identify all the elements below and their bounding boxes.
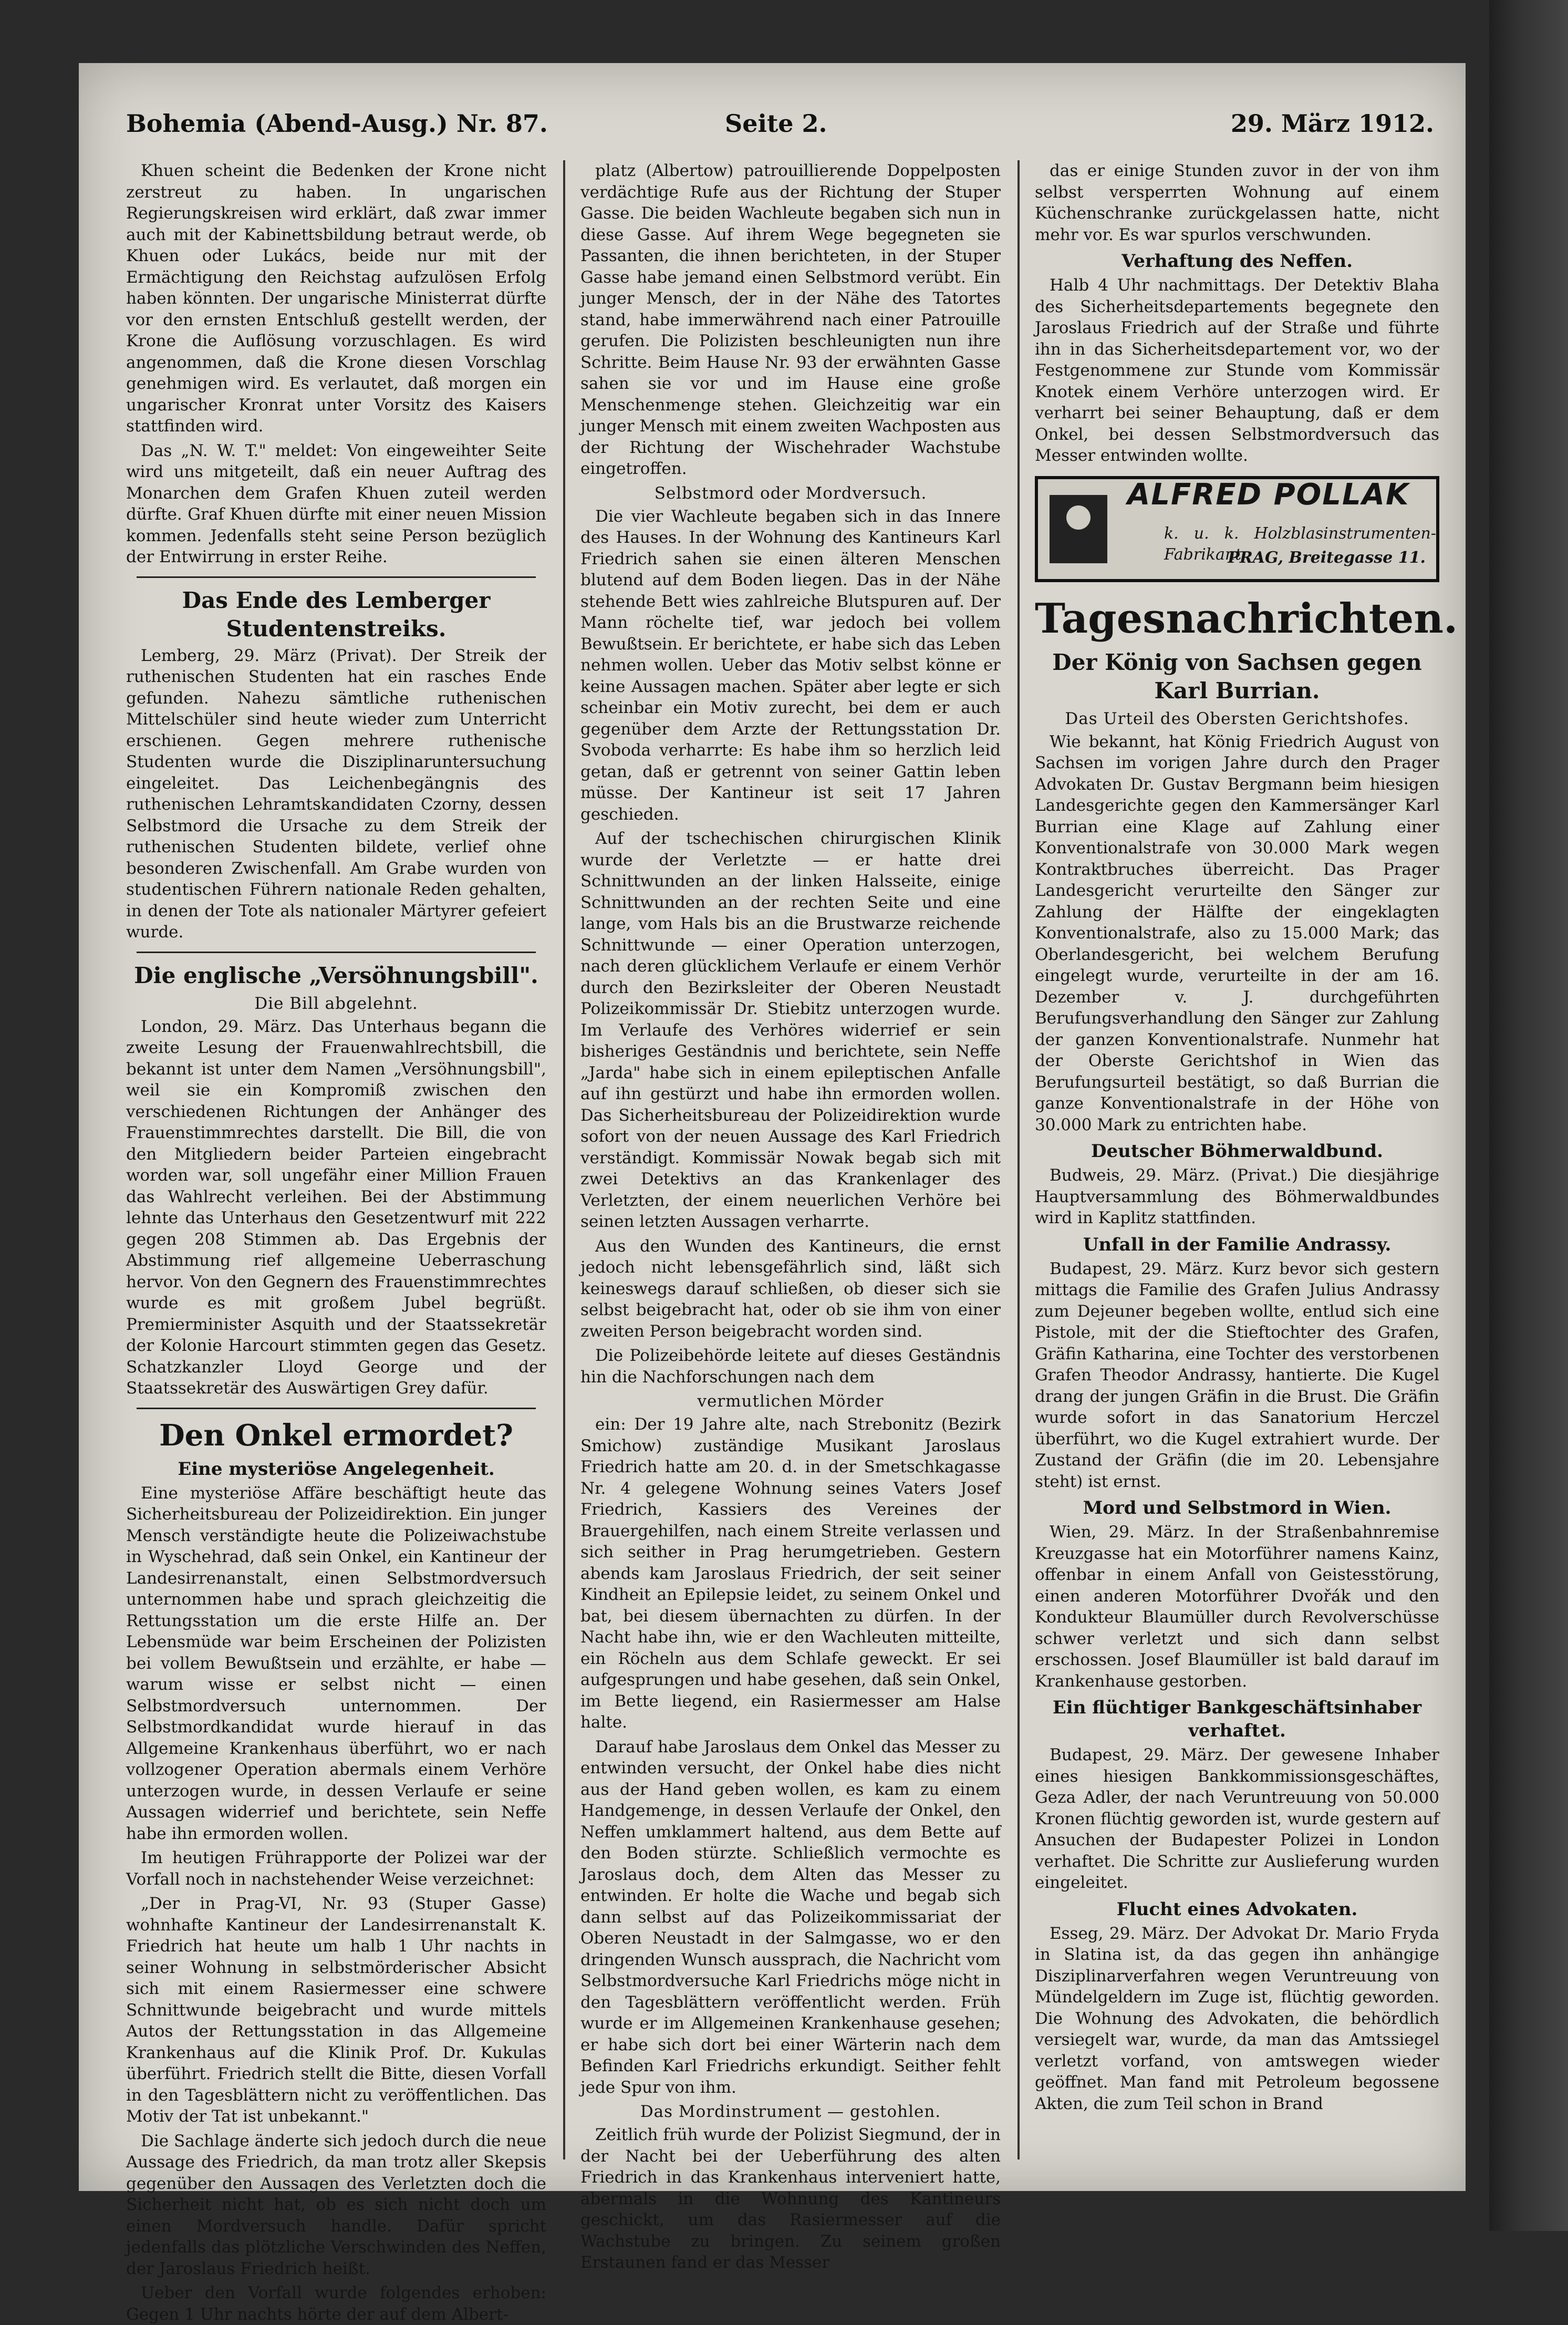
column-2 [580, 160, 1001, 2272]
article-paragraph: Die Sachlage änderte sich jedoch durch die neue Aussage des Friedrich, da man trotz aller Skepsis gegenüber den Aussagen des Verletzten doch die Sicherheit nicht hat, ob es sich nicht doch um einen Mordversuch handle. Dafür spricht jedenfalls das plötzliche Verschwinden des Neffen, der Jaroslaus Friedrich heißt. [126, 2131, 546, 2278]
subheadline-burrian: Das Urteil des Obersten Gerichtshofes. [1065, 709, 1409, 728]
column-1 [126, 160, 546, 2324]
article-paragraph: Wien, 29. März. In der Straßenbahnremise Kreuzgasse hat ein Motorführer namens Kainz, offenbar in einem Anfall von Geistesstörung, einen anderen Motorführer Dvořák und den Kondukteur Blaumüller durch Revolverschüsse schwer verletzt und sich dann selbst erschossen. Josef Blaumüller ist bald darauf im Krankenhause gestorben. [1035, 1523, 1439, 1691]
headline-burrian: Der König von Sachsen gegen Karl Burrian. [1052, 649, 1422, 704]
article-paragraph: ein: Der 19 Jahre alte, nach Strebonitz (Bezirk Smichow) zuständige Musikant Jaroslaus Friedrich hatte am 20. d. in der Smetschkagasse Nr. 4 gelegene Wohnung seines Vaters Josef Friedrich, Kassiers des Vereines der Brauergehilfen, nach einem Streite verlassen und sich seither in Prag herumgetrieben. Gestern abends kam Jaroslaus Friedrich, der seit seiner Kindheit an Epilepsie leidet, zu seinem Onkel und bat, bei diesem übernachten zu dürfen. In der Nacht habe ihn, wie er den Wachleuten mitteilte, ein Röcheln aus dem Schlafe geweckt. Er sei aufgesprungen und habe gesehen, daß sein Onkel, im Bette liegend, ein Rasiermesser am Halse halte. [580, 1415, 1001, 1732]
issue-date: 29. März 1912. [1230, 109, 1434, 138]
section-heading: Verhaftung des Neffen. [1121, 251, 1353, 272]
article-paragraph: „Der in Prag-VI, Nr. 93 (Stuper Gasse) wohnhafte Kantineur der Landesirrenanstalt K. Friedrich hat heute um halb 1 Uhr nachts in seiner Wohnung in selbstmörderischer Absicht sich mit einem Rasiermesser eine schwere Schnittwunde beigebracht und wurde mittels Autos der Rettungsstation in das Allgemeine Krankenhaus auf die Klinik Prof. Dr. Kukulas überführt. Friedrich stellt die Bitte, diesen Vorfall in den Tagesblättern nicht zu veröffentlichen. Das Motiv der Tat ist unbekannt." [126, 1894, 546, 2126]
newspaper-page [79, 63, 1466, 2324]
article-paragraph: platz (Albertow) patrouillierende Doppelposten verdächtige Rufe aus der Richtung der Stuper Gasse. Die beiden Wachleute begaben sich nun in diese Gasse. Auf ihrem Wege begegneten sie Passanten, die ihnen berichteten, in der Stuper Gasse habe jemand einen Selbstmord verübt. Ein junger Mensch, der in der Nähe des Tatortes stand, habe immerwährend nach einer Patrouille gerufen. Die Polizisten beschleunigten nun ihre Schritte. Beim Hause Nr. 93 der erwähnten Gasse sahen sie vor und im Hause eine große Menschenmenge stehen. Gleichzeitig war ein junger Mensch mit einem zweiten Wachposten aus der Richtung der Wischehrader Wachstube eingetroffen. [580, 161, 1001, 478]
article-paragraph: Aus den Wunden des Kantineurs, die ernst jedoch nicht lebensgefährlich sind, läßt sich keineswegs darauf schließen, ob dieser sich sie selbst beigebracht hat, oder ob sie ihm von einer zweiten Person beigebracht worden sind. [580, 1236, 1001, 1341]
page-edge [1489, 0, 1568, 2231]
section-title: Tagesnachrichten. [1035, 594, 1458, 643]
subheadline-bill: Die Bill abgelehnt. [254, 994, 418, 1013]
article-paragraph: Budapest, 29. März. Der gewesene Inhaber eines hiesigen Bankkommissionsgeschäftes, Geza Adler, der nach Veruntreuung von 50.000 Kronen flüchtig geworden ist, wurde gestern auf Ansuchen der Budapester Polizei in London verhaftet. Die Schritte zur Auslieferung wurden eingeleitet. [1035, 1745, 1439, 1892]
ad-address: PRAG, Breitegasse 11. [1228, 548, 1426, 567]
masthead [126, 109, 1434, 157]
divider [137, 952, 536, 953]
article-paragraph: Die Polizeibehörde leitete auf dieses Geständnis hin die Nachforschungen nach dem [580, 1346, 1001, 1387]
article-paragraph: Esseg, 29. März. Der Advokat Dr. Mario Fryda in Slatina ist, da das gegen ihn anhängige Disziplinarverfahren wegen Veruntreuung von Mündelgeldern im Zuge ist, flüchtig geworden. Die Wohnung des Advokaten, die behördlich versiegelt war, wurde, da man das Amtssiegel verletzt vorfand, von amtswegen wieder geöffnet. Man fand mit Petroleum begossene Akten, die zum Teil schon in Brand [1035, 1924, 1439, 2113]
article-paragraph: Die vier Wachleute begaben sich in das Innere des Hauses. In der Wohnung des Kantineurs Karl Friedrich sahen sie einen älteren Menschen blutend auf dem Boden liegen. Das in der Nähe stehende Bett wies zahlreiche Blutspuren auf. Der Mann röchelte tief, war jedoch bei vollem Bewußtsein. Er berichtete, er habe sich das Leben nehmen wollen. Ueber das Motiv selbst könne er keine Aussagen machen. Später aber legte er sich scheinbar ein Motiv zurecht, bei dem er auch gegenüber dem Arzte der Rettungsstation Dr. Svoboda verharrte: Es habe ihm so herzlich leid getan, daß er getrennt von seiner Gattin leben müsse. Der Kantineur ist seit 17 Jahren geschieden. [580, 507, 1001, 824]
article-paragraph: Budweis, 29. März. (Privat.) Die diesjährige Hauptversammlung des Böhmerwaldbundes wird in Kaplitz stattfinden. [1035, 1166, 1439, 1227]
article-paragraph: Zeitlich früh wurde der Polizist Siegmund, der in der Nacht bei der Ueberführung des alten Friedrich in das Krankenhaus interveniert hatte, abermals in die Wohnung des Kantineurs geschickt, um das Rasiermesser auf die Wachstube zu bringen. Zu seinem großen Erstaunen fand er das Messer [580, 2125, 1001, 2272]
article-paragraph: Khuen scheint die Bedenken der Krone nicht zerstreut zu haben. In ungarischen Regierungskreisen wird erklärt, daß zwar immer auch mit der Kabinettsbildung betraut werde, ob Khuen oder Lukács, beide nur mit der Ermächtigung den Reichstag aufzulösen Erfolg haben könnten. Der ungarische Ministerrat dürfte vor den ernsten Entschluß gestellt werden, der Krone die Auflösung vorzuschlagen. Es wird angenommen, daß die Krone diesen Vorschlag genehmigen wird. Es verlautet, daß morgen ein ungarischer Kronrat unter Vorsitz des Kaisers stattfinden wird. [126, 161, 546, 436]
article-paragraph: Lemberg, 29. März (Privat). Der Streik der ruthenischen Studenten hat ein rasches Ende gefunden. Nahezu sämtliche ruthenischen Mittelschüler sind heute wieder zum Unterricht erschienen. Gegen mehrere ruthenische Studenten wurde die Disziplinaruntersuchung eingeleitet. Das Leichenbegängnis des ruthenischen Lehramtskandidaten Czorny, dessen Selbstmord die Ursache zu dem Streik der ruthenischen Studenten bildete, verlief ohne besonderen Zwischenfall. Am Grabe wurden von studentischen Führern nationale Reden gehalten, in denen der Tote als nationaler Märtyrer gefeiert wurde. [126, 646, 546, 942]
section-heading: Selbstmord oder Mordversuch. [654, 483, 927, 503]
headline-uncle: Den Onkel ermordet? [159, 1418, 513, 1453]
section-heading: Unfall in der Familie Andrassy. [1083, 1234, 1392, 1255]
masthead-title: Bohemia (Abend-Ausg.) Nr. 87. [126, 109, 548, 138]
article-paragraph: Ueber den Vorfall wurde folgendes erhoben: Gegen 1 Uhr nachts hörte der auf dem Albert- [126, 2283, 546, 2324]
section-heading: Deutscher Böhmerwaldbund. [1091, 1141, 1383, 1162]
section-heading: Das Mordinstrument — gestohlen. [640, 2102, 941, 2121]
article-paragraph: London, 29. März. Das Unterhaus begann die zweite Lesung der Frauenwahlrechtsbill, die bekannt ist unter dem Namen „Versöhnungsbill", weil sie ein Kompromiß zwischen den verschiedenen Richtungen der Anhänger des Frauenstimmrechtes darstellt. Die Bill, die von den Mitgliedern beider Parteien eingebracht worden war, soll ungefähr einer Million Frauen das Wahlrecht verleihen. Bei der Abstimmung lehnte das Unterhaus den Gesetzentwurf mit 222 gegen 208 Stimmen ab. Das Ergebnis der Abstimmung rief allgemeine Ueberraschung hervor. Von den Gegnern des Frauenstimmrechtes wurde es mit großem Jubel begrüßt. Premierminister Asquith und der Staatssekretär der Kolonie Harcourt stimmten gegen das Gesetz. Schatzkanzler Lloyd George und der Staatssekretär des Auswärtigen Grey dafür. [126, 1017, 546, 1398]
article-paragraph: das er einige Stunden zuvor in der von ihm selbst versperrten Wohnung auf einem Küchenschranke zurückgelassen hatte, nicht mehr vor. Es war spurlos verschwunden. [1035, 161, 1439, 244]
headline-bill: Die englische „Versöhnungsbill". [134, 962, 538, 988]
section-heading: vermutlichen Mörder [697, 1392, 884, 1411]
column-rule [1017, 160, 1020, 2159]
article-paragraph: Halb 4 Uhr nachmittags. Der Detektiv Blaha des Sicherheitsdepartements begegnete den Jaroslaus Friedrich auf der Straße und führte ihn in das Sicherheitsdepartement vor, wo der Festgenommene zur Stunde vom Kommissär Knotek einem Verhöre unterzogen wird. Er verharrt bei seiner Behauptung, daß er dem Onkel, bei dessen Selbstmordversuch das Messer entwinden wollte. [1035, 276, 1439, 465]
divider [137, 1408, 536, 1409]
article-paragraph: Eine mysteriöse Affäre beschäftigt heute das Sicherheitsbureau der Polizeidirektion. Ein junger Mensch verständigte heute die Polizeiwachstube in Wyschehrad, daß sein Onkel, ein Kantineur der Landesirrenanstalt, einen Selbstmordversuch unternommen habe und sprach gleichzeitig die Rettungsstation um die erste Hilfe an. Der Lebensmüde war beim Erscheinen der Polizisten bei vollem Bewußtsein und erzählte, er habe — warum wisse er selbst nicht — einen Selbstmordversuch unternommen. Der Selbstmordkandidat wurde hierauf in das Allgemeine Krankenhaus überführt, wo er nach vollzogener Operation abermals einem Verhöre unterzogen wurde, in dessen Verlaufe er seine Aussagen widerrief und berichtete, sein Neffe habe ihn ermorden wollen. [126, 1483, 546, 1843]
column-rule [563, 160, 565, 2159]
article-paragraph: Budapest, 29. März. Kurz bevor sich gestern mittags die Familie des Grafen Julius Andrassy zum Dejeuner begeben wollte, entlud sich eine Pistole, mit der die Stieftochter des Grafen, Gräfin Katharina, eine Tochter des verstorbenen Grafen Theodor Andrassy, hantierte. Die Kugel drang der jungen Gräfin in die Brust. Die Gräfin wurde sofort in das Sanatorium Herczel überführt, wo die Kugel extrahiert wurde. Der Zustand der Gräfin (die im 20. Lebensjahre steht) ist ernst. [1035, 1259, 1439, 1491]
page-number: Seite 2. [725, 109, 827, 138]
column-3 [1035, 160, 1458, 2149]
subheadline-uncle: Eine mysteriöse Angelegenheit. [178, 1458, 495, 1480]
ad-line: k. u. k. Holzblasinstrumenten-Fabrikant [1164, 524, 1436, 564]
section-heading: Ein flüchtiger Bankgeschäftsinhaber verhaftet. [1052, 1697, 1422, 1741]
advertisement [1035, 476, 1439, 582]
section-heading: Mord und Selbstmord in Wien. [1083, 1497, 1392, 1518]
article-paragraph: Das „N. W. T." meldet: Von eingeweihter Seite wird uns mitgeteilt, daß ein neuer Auftrag des Monarchen dem Grafen Khuen zuteil werden dürfte. Graf Khuen dürfte mit einer neuen Mission kommen. Jedenfalls steht seine Person bezüglich der Entwirrung in erster Reihe. [126, 441, 546, 566]
article-paragraph: Auf der tschechischen chirurgischen Klinik wurde der Verletzte — er hatte drei Schnittwunden an der linken Halsseite, einige Schnittwunden an der rechten Seite und eine lange, vom Hals bis an die Brustwarze reichende Schnittwunde — einer Operation unterzogen, nach deren glücklichem Verlaufe er einem Verhör durch den Bezirksleiter der Oberen Neustadt Polizeikommissär Dr. Stiebitz unterzogen wurde. Im Verlaufe des Verhöres widerrief er sein bisheriges Geständnis und berichtete, sein Neffe „Jarda" habe sich in einem epileptischen Anfalle auf ihn gestürzt und habe ihn ermorden wollen. Das Sicherheitsbureau der Polizeidirektion wurde sofort von der neuen Aussage des Karl Friedrich verständigt. Kommissär Nowak begab sich mit zwei Detektivs an das Krankenlager des Verletzten, der einem neuerlichen Verhöre bei seinen letzten Aussagen verharrte. [580, 829, 1001, 1231]
article-paragraph: Im heutigen Frührapporte der Polizei war der Vorfall noch in nachstehender Weise verzeichnet: [126, 1848, 546, 1889]
article-paragraph: Wie bekannt, hat König Friedrich August von Sachsen im vorigen Jahre durch den Prager Advokaten Dr. Gustav Bergmann beim hiesigen Landesgerichte gegen den Kammersänger Karl Burrian eine Klage auf Zahlung einer Konventionalstrafe von 30.000 Mark wegen Kontraktbruches überreicht. Das Prager Landesgericht verurteilte den Sänger zur Zahlung der Hälfte der eingeklagten Konventionalstrafe, also zu 15.000 Mark; das Oberlandesgericht, bei welchem Berufung eingelegt wurde, verurteilte in der am 16. Dezember v. J. durchgeführten Berufungsverhandlung den Sänger zur Zahlung der ganzen Konventionalstrafe. Nunmehr hat der Oberste Gerichtshof in Wien das Berufungsurteil bestätigt, so daß Burrian die ganze Konventionalstrafe in der Höhe von 30.000 Mark zu entrichten habe. [1035, 732, 1439, 1134]
ad-logo-icon [1050, 495, 1107, 563]
section-heading: Flucht eines Advokaten. [1116, 1898, 1358, 1920]
ad-name: ALFRED POLLAK [1127, 477, 1410, 512]
article-paragraph: Darauf habe Jaroslaus dem Onkel das Messer zu entwinden versucht, der Onkel habe dies nicht aus der Hand geben wollen, es kam zu einem Handgemenge, in dessen Verlaufe der Onkel, den Neffen umklammert haltend, aus dem Bette auf den Boden stürzte. Schließlich vermochte es Jaroslaus doch, dem Alten das Messer zu entwinden. Er holte die Wache und begab sich dann selbst auf das Polizeikommissariat der Oberen Neustadt in der Salmgasse, wo er den dringenden Wunsch aussprach, die Nachricht vom Selbstmordversuche Karl Friedrichs möge nicht in den Tagesblättern veröffentlicht werden. Früh wurde er im Allgemeinen Krankenhause gesehen; er habe sich dort bei einer Wärterin nach dem Befinden Karl Friedrichs erkundigt. Seither fehlt jede Spur von ihm. [580, 1737, 1001, 2097]
divider [137, 576, 536, 578]
headline-strike: Das Ende des Lemberger Studentenstreiks. [182, 587, 491, 642]
